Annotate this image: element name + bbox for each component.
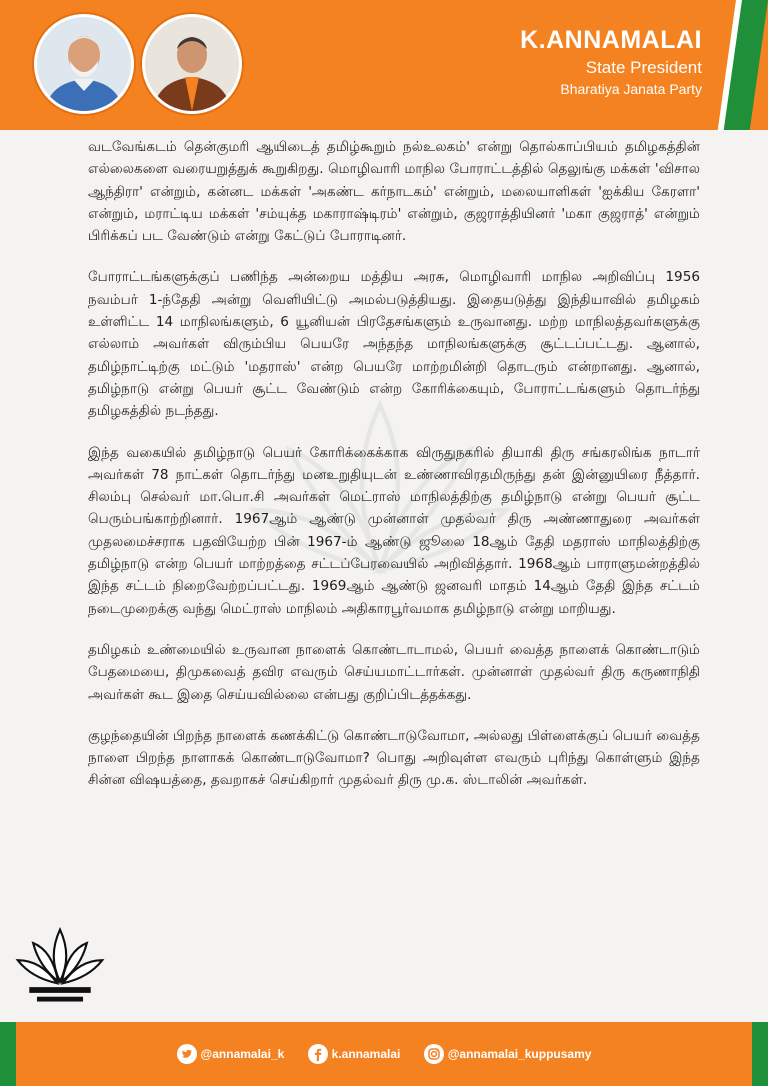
instagram-link[interactable] — [424, 1044, 592, 1064]
paragraph: இந்த வகையில் தமிழ்நாடு பெயர் கோரிக்கைக்காக விருதுநகரில் தியாகி திரு சங்கரலிங்க நாடார் அவர்கள் 78 நாட்கள் தொடர்ந்து மனஉறுதியுடன் உண்ணாவிரதமிருந்து தன் இன்னுயிரை நீத்தார். சிலம்பு செல்வர் மா.பொ.சி அவர்கள் மெட்ராஸ் மாநிலத்திற்கு தமிழ்நாடு என்று பெயர் சூட்ட பெரும்பங்காற்றினார். 1967ஆம் ஆண்டு முன்னாள் முதல்வர் திரு அண்ணாதுரை அவர்கள் முதலமைச்சராக பதவியேற்ற பின் 1967-ம் ஆண்டு ஜூலை 18ஆம் தேதி மதராஸ் மாநிலத்திற்கு தமிழ்நாடு என்ற பெயர் மாற்றத்தை சட்டப்பேரவையில் அறிவித்தார். 1968ஆம் பாராளுமன்றத்தில் இந்த சட்டம் நிறைவேற்றப்பட்டது. 1969ஆம் ஆண்டு ஜனவரி மாதம் 14ஆம் தேதி இந்த சட்டம் நடைமுறைக்கு வந்து மெட்ராஸ் மாநிலம் அதிகாரபூர்வமாக தமிழ்நாடு என்று மாறியது. — [88, 444, 700, 617]
instagram-icon — [424, 1044, 444, 1064]
letter-body — [88, 136, 700, 811]
facebook-icon — [308, 1044, 328, 1064]
leader-name: K.ANNAMALAI — [520, 26, 702, 54]
letterhead-header — [0, 0, 768, 130]
header-title-block — [520, 26, 702, 97]
twitter-handle: @annamalai_k — [200, 1047, 285, 1061]
paragraph: வடவேங்கடம் தென்குமரி ஆயிடைத் தமிழ்கூறும் நல்உலகம்' என்று தொல்காப்பியம் தமிழகத்தின் எல்லைகளை வரையறுத்துக் கூறுகிறது. மொழிவாரி மாநில போராட்டத்தில் தெலுங்கு மக்கள் 'விசால ஆந்திரா' என்றும், கன்னட மக்கள் 'அகண்ட கர்நாடகம்' என்றும், மலையாளிகள் 'ஐக்கிய கேரளா' என்றும், மராட்டிய மக்கள் 'சம்யுக்த மகாராஷ்டிரம்' என்றும், குஜராத்தியினர் 'மகா குஜராத்' என்றும் பிரிக்கப் பட வேண்டும் என்று கேட்டுப் போராடினர். — [88, 139, 700, 245]
leader-photo-2 — [142, 14, 242, 114]
facebook-link[interactable] — [308, 1044, 401, 1064]
paragraph: போராட்டங்களுக்குப் பணிந்த அன்றைய மத்திய அரசு, மொழிவாரி மாநில அறிவிப்பு 1956 நவம்பர் 1-ந்தேதி அன்று வெளியிட்டு அமல்படுத்தியது. இதையடுத்து இந்தியாவில் தமிழகம் உள்ளிட்ட 14 மாநிலங்களும், 6 யூனியன் பிரதேசங்களும் உருவானது. மற்ற மாநிலத்தவர்களுக்கு எல்லாம் அவர்கள் விரும்பிய பெயரே அந்தந்த மாநிலங்களுக்கு சூட்டப்பட்டது. ஆனால், தமிழ்நாட்டிற்கு மட்டும் 'மதராஸ்' என்ற பெயரே மாற்றமின்றி தொடரும் என்றானது. ஆனால், தமிழ்நாடு என்று பெயர் சூட்ட வேண்டும் என்ற கோரிக்கையும், போராட்டங்களும் தொடர்ந்து தமிழகத்தில் நடந்தது. — [88, 269, 700, 420]
twitter-link[interactable] — [177, 1044, 285, 1064]
twitter-icon — [177, 1044, 197, 1064]
leader-role: State President — [585, 58, 702, 77]
social-links — [0, 1044, 768, 1064]
leader-photo-1 — [34, 14, 134, 114]
lotus-logo-icon — [12, 918, 108, 1014]
party-name: Bharatiya Janata Party — [560, 81, 702, 97]
paragraph: தமிழகம் உண்மையில் உருவான நாளைக் கொண்டாடாமல், பெயர் வைத்த நாளைக் கொண்டாடும் பேதமையை, திமுகவைத் தவிர எவரும் செய்யமாட்டார்கள். முன்னாள் முதல்வர் திரு கருணாநிதி அவர்கள் கூட இதை செய்யவில்லை என்பது குறிப்பிடத்தக்கது. — [88, 641, 700, 703]
paragraph: குழந்தையின் பிறந்த நாளைக் கணக்கிட்டு கொண்டாடுவோமா, அல்லது பிள்ளைக்குப் பெயர் வைத்த நாளை பிறந்த நாளாகக் கொண்டாடுவோமா? பொது அறிவுள்ள எவரும் புரிந்து கொள்ளும் இந்த சின்ன விஷயத்தை, தவறாகச் செய்கிறார் முதல்வர் திரு மு.க. ஸ்டாலின் அவர்கள். — [88, 727, 700, 789]
facebook-handle: k.annamalai — [331, 1047, 401, 1061]
instagram-handle: @annamalai_kuppusamy — [447, 1047, 592, 1061]
